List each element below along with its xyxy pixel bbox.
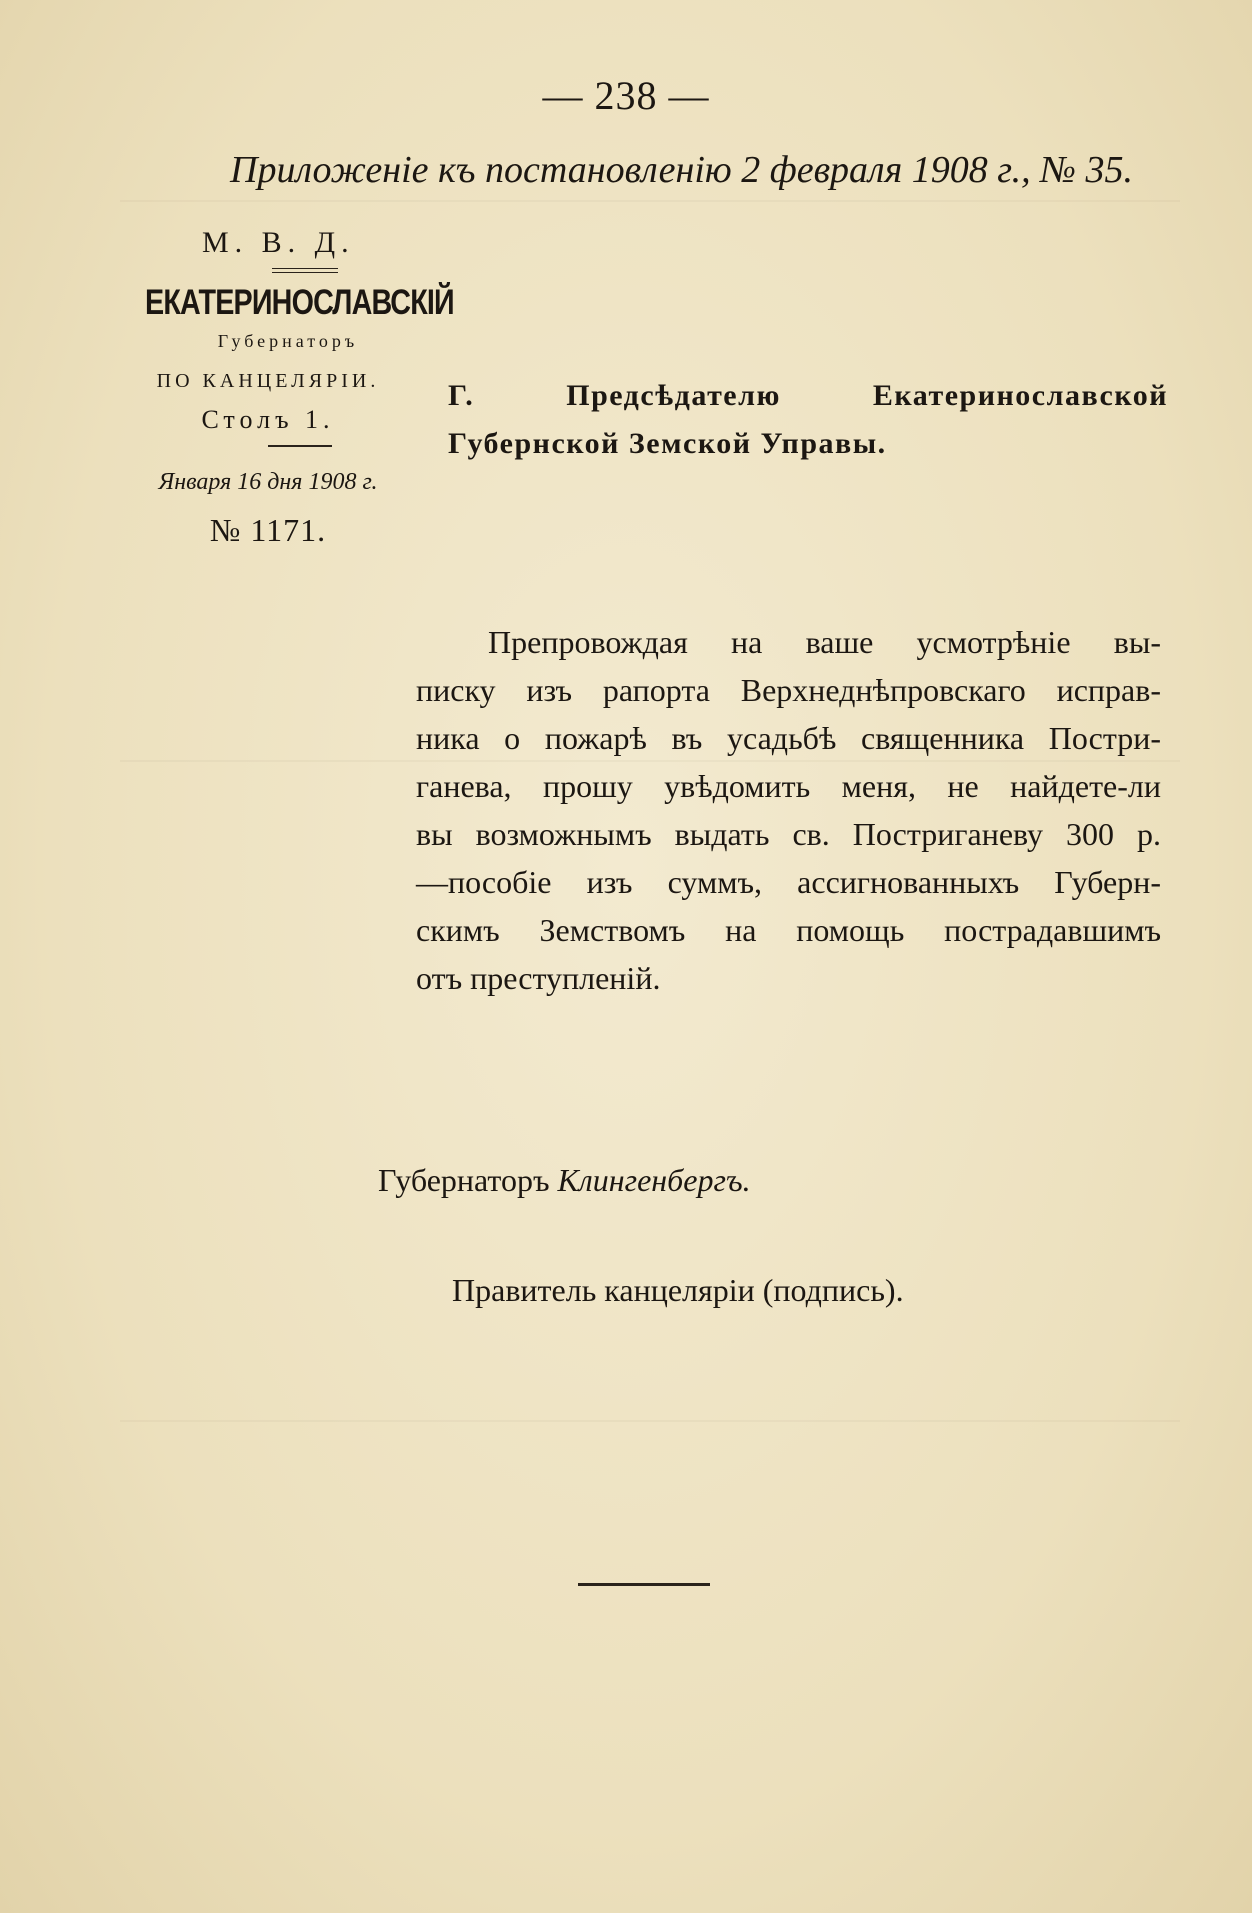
body-line: ганева, прошу увѣдомить меня, не найдете-ли: [416, 768, 1161, 804]
clerk-signature: Правитель канцеляріи (подпись).: [452, 1272, 904, 1308]
document-date: Января 16 дня 1908 г.: [158, 469, 378, 495]
body-line: Препровождая на ваше усмотрѣніе вы-: [488, 624, 1161, 660]
addressee-block: [448, 372, 1168, 468]
addressee-line: Губернской Земской Управы.: [448, 427, 887, 460]
document-number: № 1171.: [209, 512, 327, 548]
letter-body: [416, 618, 1161, 1002]
body-line: ника о пожарѣ въ усадьбѣ священника Постри-: [416, 720, 1161, 756]
page-number: — 238 —: [542, 73, 710, 118]
divider-rule: [268, 445, 332, 447]
chancellery-label: ПО КАНЦЕЛЯРІИ.: [156, 370, 380, 392]
body-line: скимъ Земствомъ на помощь пострадавшимъ: [416, 912, 1161, 948]
sender-block: [118, 226, 454, 549]
desk-label: Столъ 1.: [201, 405, 335, 434]
governorate-name: ЕКАТЕРИНОСЛАВСКІЙ: [145, 283, 454, 322]
signature-title: Губернаторъ: [378, 1162, 550, 1198]
governor-signature: [378, 1162, 751, 1199]
body-line: вы возможнымъ выдать св. Постриганеву 300 р.: [416, 816, 1161, 852]
end-rule: [578, 1583, 710, 1586]
body-line: отъ преступленій.: [416, 960, 661, 996]
body-line: —пособіе изъ суммъ, ассигнованныхъ Губерн-: [416, 864, 1161, 900]
governor-label: Губернаторъ: [217, 331, 359, 351]
appendix-heading: Приложеніе къ постановленію 2 февраля 1908 г., № 35.: [230, 149, 1133, 191]
ministry-abbreviation: М. В. Д.: [202, 226, 355, 259]
addressee-line: Г. Предсѣдателю Екатеринославской: [448, 379, 1168, 412]
signature-name: Клингенбергъ.: [557, 1162, 751, 1198]
bleed-through-line: [120, 1420, 1180, 1422]
body-line: писку изъ рапорта Верхнеднѣпровскаго исправ-: [416, 672, 1161, 708]
divider-rule: [272, 268, 338, 273]
bleed-through-line: [120, 200, 1180, 202]
